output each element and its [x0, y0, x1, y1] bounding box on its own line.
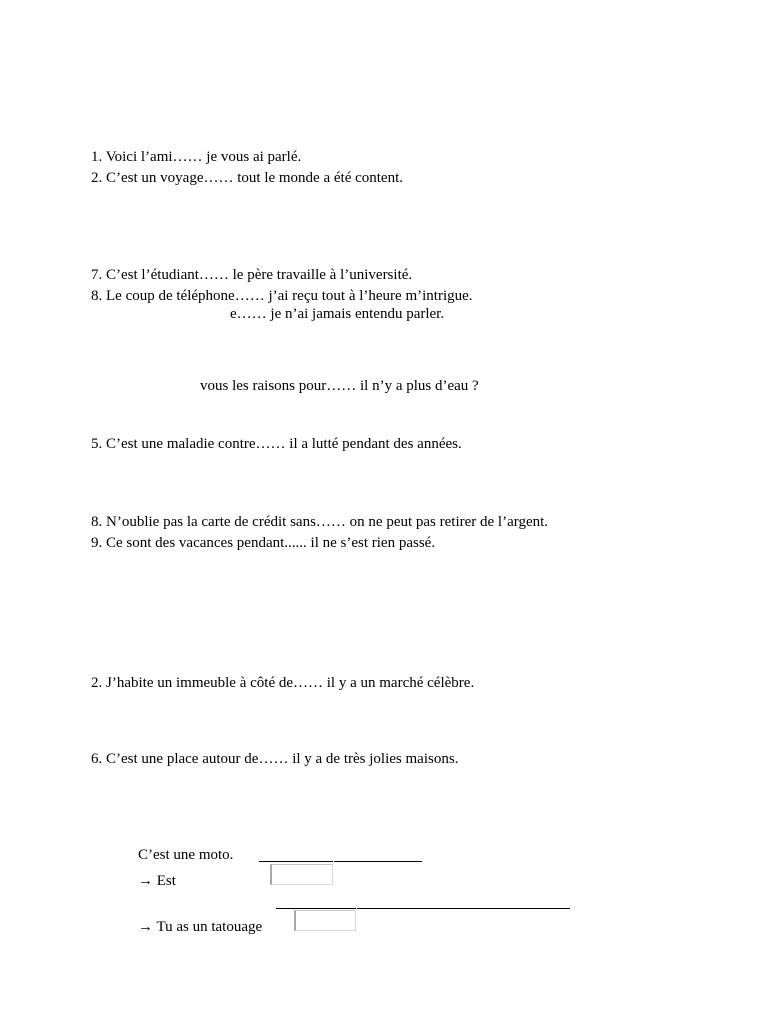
answer-box[interactable] — [270, 864, 333, 885]
sentence-5: 5. C’est une maladie contre…… il a lutté pendant des années. — [91, 436, 462, 452]
exercise-tatouage-text: → Tu as un tatouage — [138, 919, 263, 935]
sentence-8b: 8. N’oublie pas la carte de crédit sans…… on ne peut pas retirer de l’argent. — [91, 514, 549, 530]
answer-line — [357, 908, 570, 909]
answer-line — [276, 908, 356, 909]
sentence-1: 1. Voici l’ami…… je vous ai parlé. — [91, 149, 302, 165]
answer-line — [334, 861, 422, 862]
exercise-moto-text: C’est une moto. — [138, 847, 234, 863]
sentence-7: 7. C’est l’étudiant…… le père travaille à l’université. — [91, 267, 413, 283]
answer-line — [259, 861, 333, 862]
sentence-2b: 2. J’habite un immeuble à côté de…… il y a un marché célèbre. — [91, 675, 475, 691]
sentence-6: 6. C’est une place autour de…… il y a de très jolies maisons. — [91, 751, 459, 767]
sentence-2: 2. C’est un voyage…… tout le monde a été content. — [91, 170, 404, 186]
exercise-est-text: → Est — [138, 873, 176, 889]
sentence-8: 8. Le coup de téléphone…… j’ai reçu tout à l’heure m’intrigue. — [91, 288, 473, 304]
sentence-question: vous les raisons pour…… il n’y a plus d’eau ? — [200, 378, 479, 394]
sentence-fragment: e…… je n’ai jamais entendu parler. — [230, 306, 445, 322]
sentence-9: 9. Ce sont des vacances pendant...... il ne s’est rien passé. — [91, 535, 436, 551]
answer-box[interactable] — [294, 910, 356, 931]
